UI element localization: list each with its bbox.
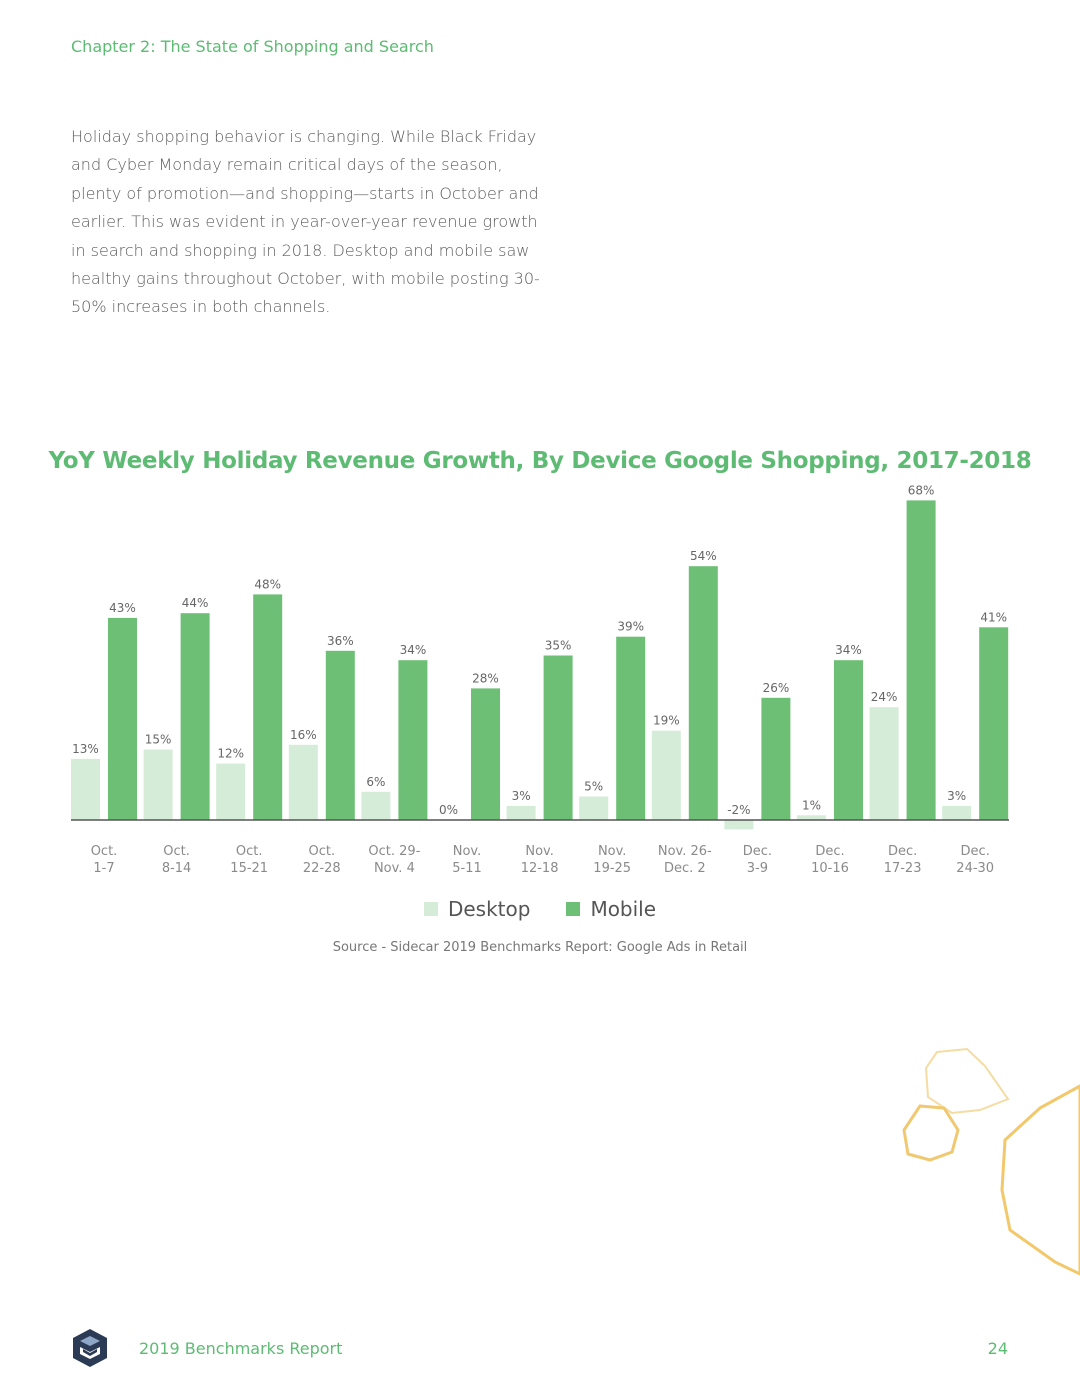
- x-tick-label: Nov.: [597, 844, 627, 859]
- data-label-mobile: 44%: [181, 596, 209, 611]
- x-tick-label: 1-7: [93, 861, 115, 876]
- x-tick-label: 5-11: [452, 861, 482, 876]
- legend-item-mobile: [566, 897, 656, 921]
- data-label-desktop: 15%: [144, 732, 172, 747]
- data-label-desktop: 3%: [947, 788, 967, 803]
- x-tick-label: Dec.: [887, 844, 918, 859]
- hexagon-shape: [1002, 1086, 1080, 1274]
- data-label-desktop: 24%: [870, 690, 898, 705]
- x-tick-label: Nov. 4: [373, 861, 415, 876]
- bar-desktop: [870, 707, 899, 820]
- bar-desktop: [216, 764, 245, 820]
- x-tick-label: Oct. 29-: [368, 844, 421, 859]
- x-tick-label: Dec.: [742, 844, 773, 859]
- bar-desktop: [652, 731, 681, 820]
- x-tick-label: 24-30: [956, 861, 995, 876]
- x-tick-label: Dec. 2: [663, 861, 706, 876]
- data-label-mobile: 34%: [399, 643, 427, 658]
- data-label-desktop: 19%: [652, 713, 680, 728]
- data-label-mobile: 41%: [980, 610, 1008, 625]
- chart-legend: [0, 897, 1080, 921]
- x-tick-label: 10-16: [811, 861, 849, 876]
- sidecar-logo-icon: [70, 1327, 110, 1369]
- legend-swatch-mobile: [566, 902, 580, 916]
- data-label-desktop: 12%: [217, 746, 245, 761]
- bar-desktop: [71, 759, 100, 820]
- revenue-growth-chart: [0, 480, 1080, 880]
- x-tick-label: Nov. 26-: [657, 844, 712, 859]
- intro-paragraph: Holiday shopping behavior is changing. While Black Friday and Cyber Monday remain critical days of the season, plenty of promotion—and shopping—starts in October and earlier. This was evident in year-over-year revenue growth in search and shopping in 2018. Desktop and mobile saw healthy gains throughout October, with mobile posting 30-50% increases in both channels.: [71, 127, 540, 317]
- hexagon-shape: [904, 1106, 958, 1160]
- x-tick-label: Dec.: [960, 844, 990, 859]
- x-tick-label: Oct.: [308, 844, 336, 859]
- x-tick-label: Oct.: [90, 844, 118, 859]
- data-label-desktop: 6%: [366, 774, 386, 789]
- data-label-desktop: 5%: [584, 779, 604, 794]
- x-tick-label: Dec.: [815, 844, 845, 859]
- bar-mobile: [761, 698, 790, 820]
- data-label-desktop: 16%: [289, 727, 317, 742]
- bar-mobile: [108, 618, 137, 820]
- legend-label-desktop: Desktop: [447, 897, 531, 921]
- x-tick-label: Nov.: [452, 844, 482, 859]
- chart-title: YoY Weekly Holiday Revenue Growth, By Device Google Shopping, 2017-2018: [48, 448, 1032, 474]
- data-label-mobile: 68%: [907, 483, 935, 498]
- x-tick-label: 3-9: [746, 861, 769, 876]
- data-label-mobile: 43%: [109, 600, 136, 615]
- bar-desktop: [289, 745, 318, 820]
- x-tick-label: Oct.: [163, 844, 190, 859]
- data-label-mobile: 54%: [689, 549, 717, 564]
- data-label-mobile: 35%: [544, 638, 572, 653]
- bar-desktop: [144, 750, 173, 821]
- bar-desktop: [361, 792, 390, 820]
- hexagon-decoration: [880, 1030, 1080, 1290]
- x-tick-label: 17-23: [883, 861, 922, 876]
- legend-item-desktop: [424, 897, 530, 921]
- data-label-mobile: 39%: [617, 619, 645, 634]
- hexagon-shape: [926, 1049, 1008, 1113]
- data-label-mobile: 48%: [254, 577, 282, 592]
- bar-mobile: [398, 660, 427, 820]
- bar-mobile: [907, 500, 936, 820]
- bar-mobile: [544, 656, 573, 821]
- legend-label-mobile: Mobile: [590, 897, 657, 921]
- bar-mobile: [471, 688, 500, 820]
- chapter-heading: Chapter 2: The State of Shopping and Search: [71, 37, 434, 56]
- bar-desktop: [942, 806, 971, 820]
- data-label-desktop: -2%: [727, 803, 751, 817]
- data-label-mobile: 36%: [326, 633, 354, 648]
- data-label-desktop: 3%: [511, 788, 531, 803]
- bar-desktop: [507, 806, 536, 820]
- x-tick-label: 22-28: [302, 861, 341, 876]
- x-tick-label: 8-14: [161, 861, 192, 876]
- bar-mobile: [834, 660, 863, 820]
- footer-report-title: 2019 Benchmarks Report: [139, 1339, 343, 1358]
- x-tick-label: 15-21: [230, 861, 269, 876]
- page-number: 24: [987, 1339, 1008, 1358]
- bar-mobile: [181, 613, 210, 820]
- bar-mobile: [253, 594, 282, 820]
- data-label-mobile: 34%: [835, 643, 862, 658]
- data-label-mobile: 28%: [472, 671, 499, 686]
- x-tick-label: Nov.: [525, 844, 554, 859]
- x-tick-label: 12-18: [520, 861, 559, 876]
- bar-mobile: [326, 651, 355, 820]
- bar-desktop: [724, 820, 753, 829]
- x-tick-label: 19-25: [593, 861, 632, 876]
- data-label-desktop: 13%: [72, 741, 99, 756]
- bar-mobile: [689, 566, 718, 820]
- bar-desktop: [579, 797, 608, 821]
- legend-swatch-desktop: [424, 902, 438, 916]
- x-tick-label: Oct.: [235, 844, 263, 859]
- bar-mobile: [979, 627, 1008, 820]
- chart-source: Source - Sidecar 2019 Benchmarks Report: Google Ads in Retail: [332, 940, 748, 955]
- data-label-desktop: 1%: [801, 798, 822, 813]
- data-label-desktop: 0%: [438, 803, 459, 817]
- bar-mobile: [616, 637, 645, 820]
- data-label-mobile: 26%: [762, 680, 790, 695]
